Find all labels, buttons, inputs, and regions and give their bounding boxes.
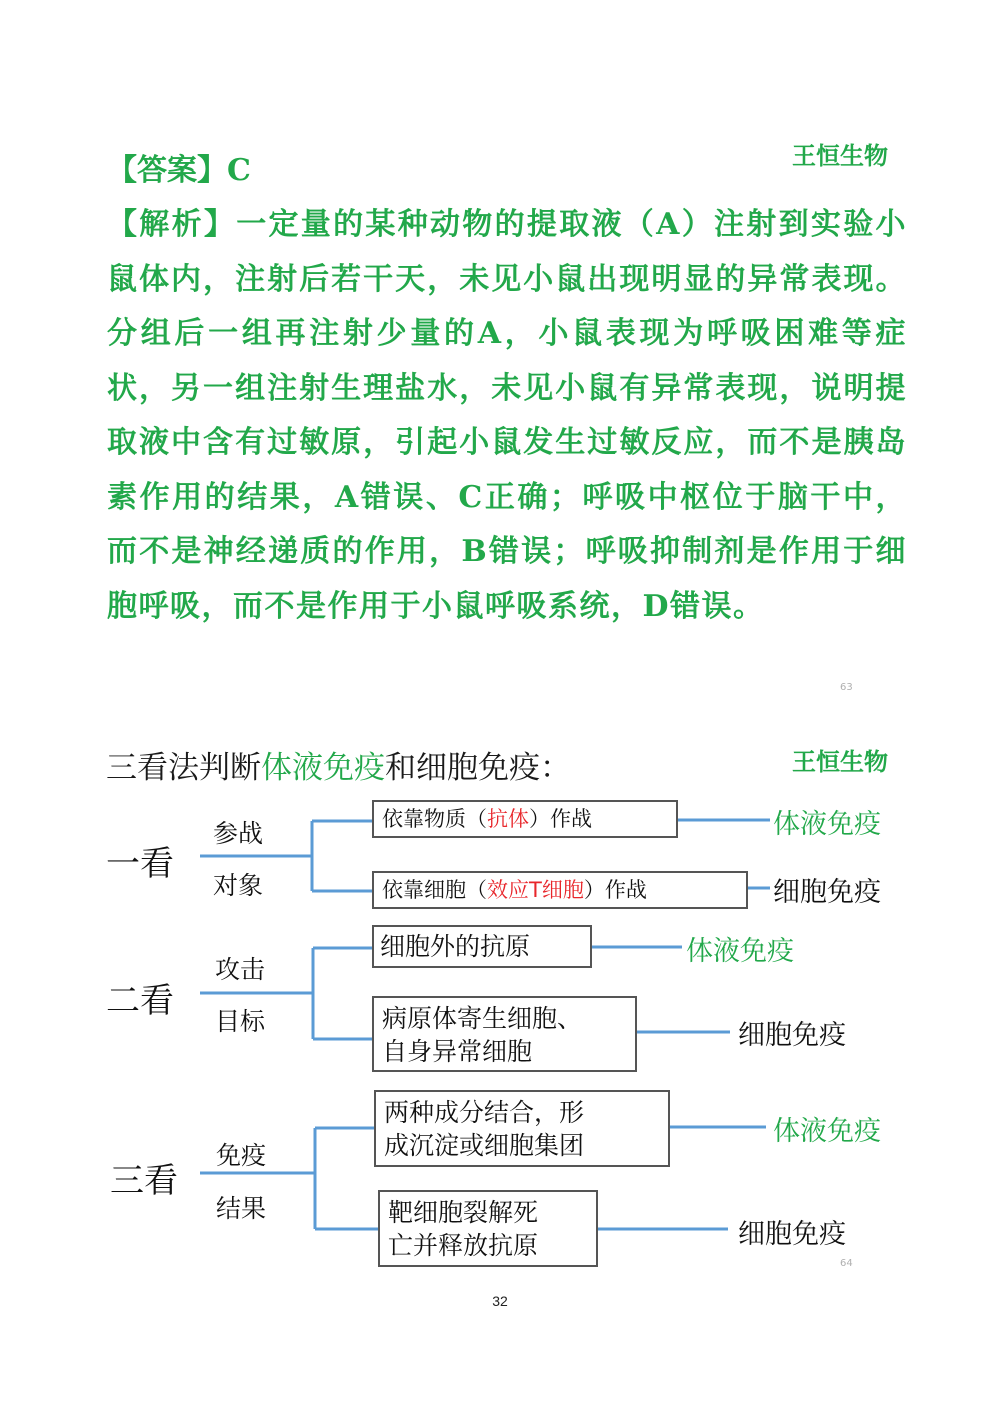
look3-box2 — [378, 1190, 598, 1267]
look3-sub1: 免疫 — [216, 1141, 267, 1170]
look3-result2: 细胞免疫 — [738, 1219, 846, 1250]
look2-label: 二看 — [106, 981, 174, 1021]
title-and: 和 — [385, 750, 416, 786]
slide-number-second: 64 — [840, 1258, 853, 1269]
look2-sub1: 攻击 — [215, 955, 266, 984]
look1-box1-red: 抗体 — [487, 807, 529, 831]
look3-box2-line1: 靶细胞裂解死 — [388, 1198, 539, 1227]
look1-label: 一看 — [106, 844, 174, 884]
title-suffix: ： — [540, 750, 571, 786]
look3-sub2: 结果 — [216, 1194, 267, 1223]
look2-result1: 体液免疫 — [686, 936, 794, 967]
look2-box2-line1: 病原体寄生细胞、 — [382, 1004, 583, 1033]
look2-box2-line2: 自身异常细胞 — [382, 1037, 533, 1066]
brand-label-second: 王恒生物 — [792, 748, 888, 776]
look2-box2 — [372, 996, 637, 1072]
title-humoral: 体液免疫 — [261, 750, 385, 786]
title-cellular: 细胞免疫 — [416, 750, 540, 786]
look2-box1: 细胞外的抗原 — [372, 925, 592, 968]
look1-result2: 细胞免疫 — [773, 877, 881, 908]
brand-label: 王恒生物 — [792, 142, 888, 170]
look1-sub2: 对象 — [213, 871, 264, 900]
look2-sub2: 目标 — [215, 1007, 266, 1036]
page-number: 32 — [492, 1293, 508, 1309]
look3-label: 三看 — [110, 1161, 178, 1201]
look1-box1-pre: 依靠物质（ — [382, 807, 487, 831]
title-prefix: 三看法判断 — [106, 750, 261, 786]
look1-box1 — [372, 800, 678, 838]
look1-box2-post: ）作战 — [583, 878, 647, 902]
look1-box2-red: 效应T细胞 — [487, 878, 584, 902]
look1-sub1: 参战 — [213, 819, 264, 848]
look1-box2 — [372, 871, 748, 909]
look1-box2-pre: 依靠细胞（ — [382, 878, 487, 902]
analysis-text: 一定量的某种动物的提取液（A）注射到实验小鼠体内，注射后若干天，未见小鼠出现明显的异常表现。分组后一组再注射少量的A，小鼠表现为呼吸困难等症状，另一组注射生理盐水，未见小鼠有异常表现，说明提取液中含有过敏原，引起小鼠发生过敏反应，而不是胰岛素作用的结果，A错误、C正确；呼吸中枢位于脑干中，而不是神经递质的作用，B错误；呼吸抑制剂是作用于细胞呼吸，而不是作用于小鼠呼吸系统，D错误。 — [107, 207, 907, 624]
look1-result1: 体液免疫 — [773, 809, 881, 840]
look3-box1-line2: 成沉淀或细胞集团 — [384, 1131, 585, 1160]
analysis-label: 【解析】 — [107, 207, 237, 242]
look3-result1: 体液免疫 — [773, 1116, 881, 1147]
slide-number-first: 63 — [840, 682, 853, 693]
look1-box1-post: ）作战 — [529, 807, 592, 831]
answer-line: 【答案】C — [107, 153, 251, 188]
look3-box1 — [374, 1090, 670, 1167]
look2-result2: 细胞免疫 — [738, 1020, 846, 1051]
look3-box1-line1: 两种成分结合，形 — [384, 1098, 585, 1127]
look3-box2-line2: 亡并释放抗原 — [388, 1231, 539, 1260]
